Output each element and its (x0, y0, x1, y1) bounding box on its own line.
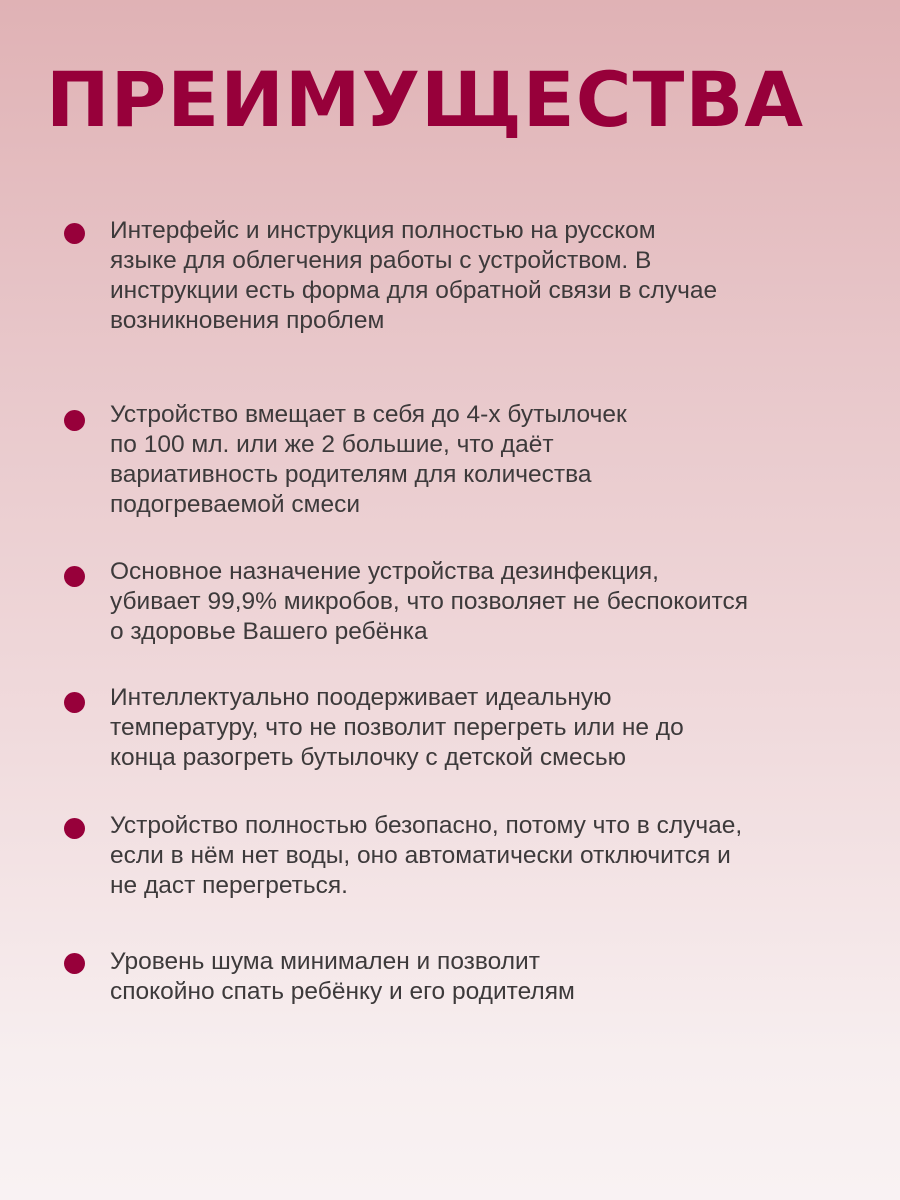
advantage-text: Интерфейс и инструкция полностью на русском языке для облегчения работы с устройством. В инструкции есть форма для обратной связи в случае возникновения проблем (110, 217, 718, 334)
bullet-dot-icon (64, 410, 85, 431)
advantage-text: Устройство вмещает в себя до 4-х бутылочек по 100 мл. или же 2 большие, что даёт вариативность родителям для количества подогреваемой смеси (110, 401, 627, 518)
advantage-text: Основное назначение устройства дезинфекция, убивает 99,9% микробов, что позволяет не беспокоится о здоровье Вашего ребёнка (110, 558, 748, 645)
advantage-text: Интеллектуально поодерживает идеальную температуру, что не позволит перегреть или не до конца разогреть бутылочку с детской смесью (110, 684, 684, 771)
page-title: ПРЕИМУЩЕСТВА (46, 55, 805, 144)
bullet-dot-icon (64, 566, 85, 587)
bullet-dot-icon (64, 223, 85, 244)
bullet-dot-icon (64, 818, 85, 839)
advantage-text: Устройство полностью безопасно, потому что в случае, если в нём нет воды, оно автоматически отключится и не даст перегреться. (110, 812, 743, 899)
advantage-text: Уровень шума минимален и позволит спокойно спать ребёнку и его родителям (110, 948, 575, 1005)
bullet-dot-icon (64, 692, 85, 713)
bullet-dot-icon (64, 953, 85, 974)
